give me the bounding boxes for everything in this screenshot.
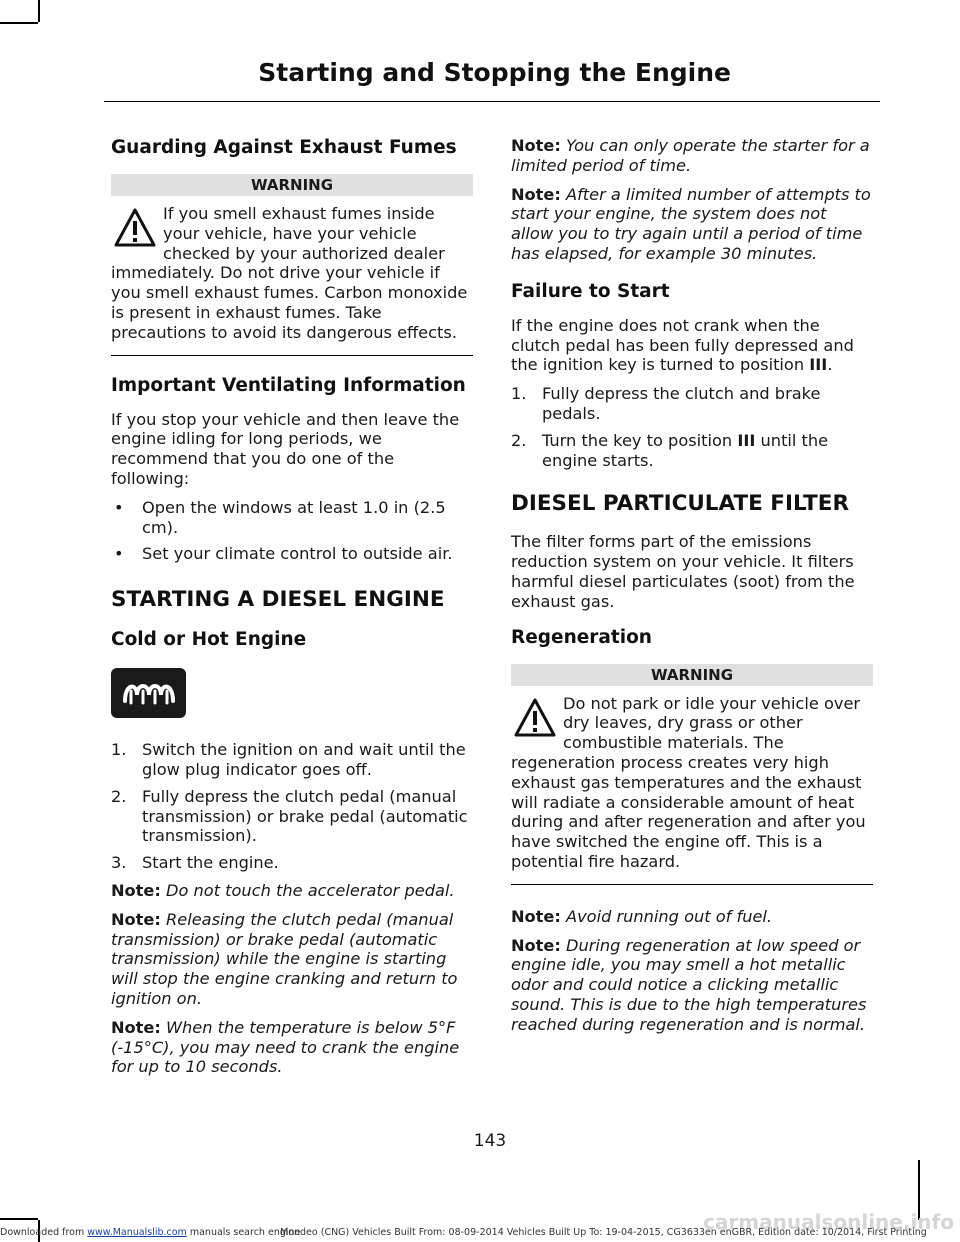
crop-mark <box>0 1218 38 1220</box>
note: Note: Releasing the clutch pedal (manual transmission) or brake pedal (automatic transmission) while the engine is starting will stop the engine cranking and return to ignition on. <box>111 909 458 1008</box>
list-item: 2. Turn the key to position III until the engine starts. <box>511 430 829 470</box>
dpf-intro: The filter forms part of the emissions reduction system on your vehicle. It filters harmful diesel particulates (soot) from the exhaust gas. <box>511 532 855 611</box>
dpf-section-heading: DIESEL PARTICULATE FILTER <box>511 491 850 517</box>
publication-info: Mondeo (CNG) Vehicles Built From: 08-09-2014 Vehicles Built Up To: 19-04-2015, CG3633en enGBR, Edition date: 10/2014, First Printing <box>280 1227 927 1238</box>
manualslib-link[interactable]: www.Manualslib.com <box>87 1227 187 1238</box>
warning-triangle-icon <box>113 206 157 250</box>
ventilating-list <box>111 498 473 564</box>
left-column <box>111 136 473 1086</box>
list-item: 1. Fully depress the clutch and brake pedals. <box>511 384 821 423</box>
list-item: 2. Fully depress the clutch pedal (manual transmission) or brake pedal (automatic transmission). <box>111 786 468 846</box>
failure-heading: Failure to Start <box>511 280 670 302</box>
failure-steps <box>511 384 873 470</box>
list-item: • Open the windows at least 1.0 in (2.5 cm). <box>114 497 446 537</box>
note: Note: When the temperature is below 5°F (-15°C), you may need to crank the engine for up to 10 seconds. <box>111 1017 460 1077</box>
warning-box <box>511 694 873 885</box>
guarding-heading: Guarding Against Exhaust Fumes <box>111 137 457 158</box>
glow-plug-coil-icon <box>119 677 179 709</box>
watermark: carmanualsonline.info <box>703 1210 954 1234</box>
glow-plug-icon <box>111 668 186 718</box>
regeneration-heading: Regeneration <box>511 626 652 648</box>
ventilating-intro: If you stop your vehicle and then leave the engine idling for long periods, we recommend that you do one of the following: <box>111 409 460 488</box>
footer-downloaded: Downloaded from <box>0 1227 85 1238</box>
diesel-section-heading: STARTING A DIESEL ENGINE <box>111 587 445 613</box>
warning-label: WARNING <box>511 664 873 686</box>
note: Note: After a limited number of attempts to start your engine, the system does not allow you to try again until a period of time has elapsed, for example 30 minutes. <box>511 184 871 263</box>
list-item: 3. Start the engine. <box>111 853 279 873</box>
crop-mark <box>0 22 38 24</box>
page-title: Starting and Stopping the Engine <box>258 58 731 87</box>
note: Note: Do not touch the accelerator pedal. <box>111 880 455 900</box>
page-number: 143 <box>473 1131 507 1151</box>
note: Note: Avoid running out of fuel. <box>511 906 773 926</box>
right-column <box>511 136 873 1044</box>
diesel-steps <box>111 740 473 873</box>
list-item: • Set your climate control to outside air. <box>114 544 453 564</box>
warning-text: Do not park or idle your vehicle over dry leaves, dry grass or other combustible materials. The regeneration process creates very high exhaust gas temperatures and the exhaust will radiate a considerable amount of heat during and after regeneration and after you have switched the engine off. This is a potential fire hazard. <box>511 693 866 871</box>
failure-intro: If the engine does not crank when the clutch pedal has been fully depressed and the ignition key is turned to position III. <box>511 315 854 375</box>
note: Note: During regeneration at low speed or engine idle, you may smell a hot metallic odor and could notice a clicking metallic sound. This is due to the high temperatures reached during regeneration and is normal. <box>511 935 867 1034</box>
cold-hot-heading: Cold or Hot Engine <box>111 629 307 651</box>
warning-triangle-icon <box>513 696 557 740</box>
warning-box <box>111 204 473 356</box>
warning-label: WARNING <box>111 174 473 196</box>
footer-link-suffix: manuals search engine <box>189 1227 301 1238</box>
warning-text: If you smell exhaust fumes inside your vehicle, have your vehicle checked by your authorized dealer immediately. Do not drive your vehicle if you smell exhaust fumes. Carbon monoxide is present in exhaust fumes. Take precautions to avoid its dangerous effects. <box>111 204 468 342</box>
ventilating-heading: Important Ventilating Information <box>111 374 466 396</box>
note: Note: You can only operate the starter for a limited period of time. <box>511 136 870 175</box>
footer <box>0 1227 960 1238</box>
header-divider <box>104 101 880 102</box>
crop-mark <box>38 0 40 22</box>
list-item: 1. Switch the ignition on and wait until the glow plug indicator goes off. <box>111 740 466 779</box>
